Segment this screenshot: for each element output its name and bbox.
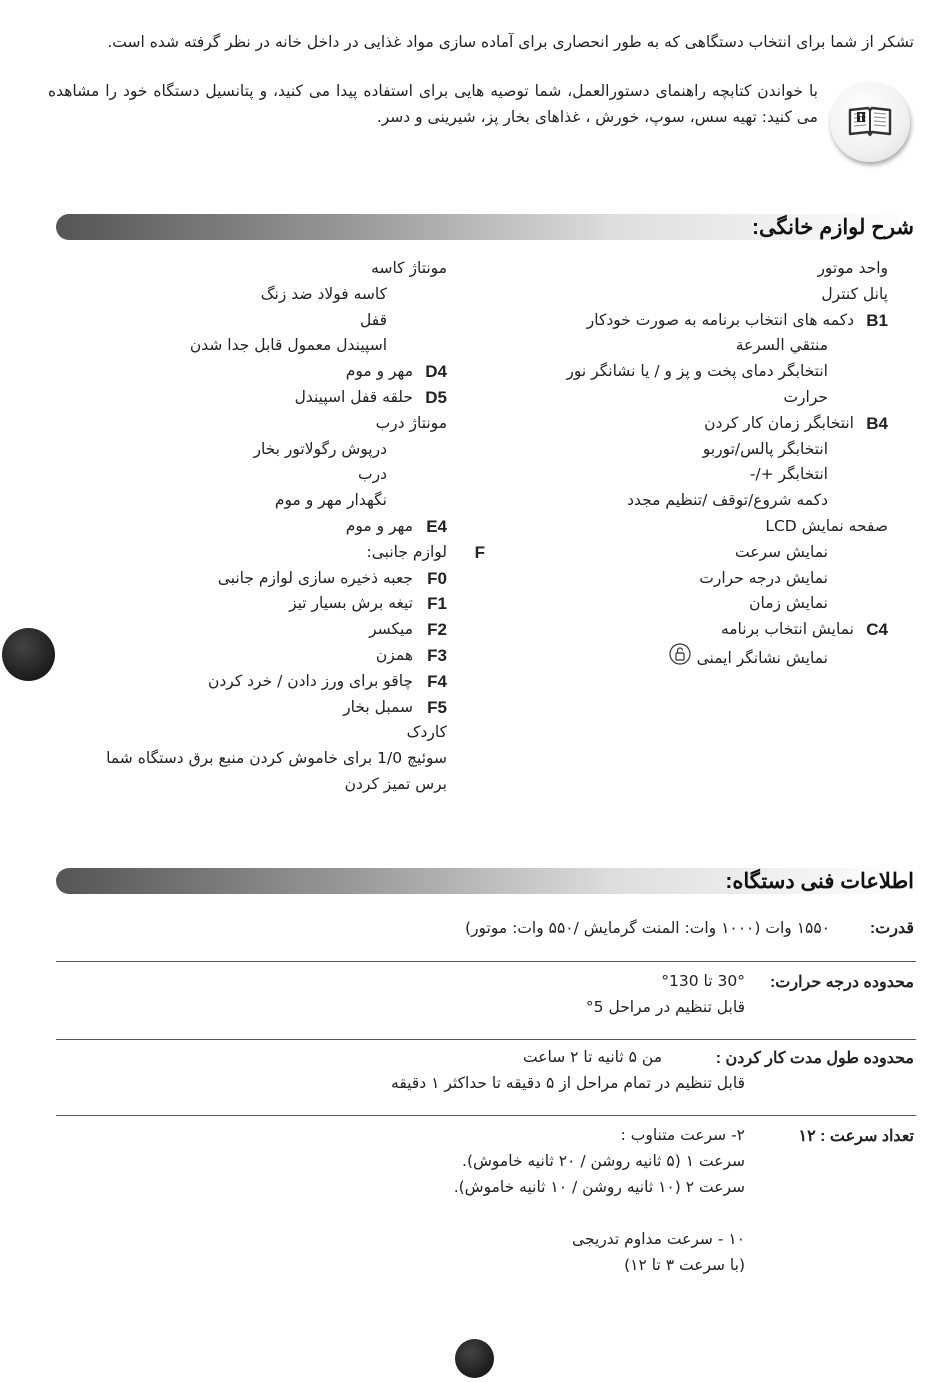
part-item xyxy=(17,256,447,282)
part-label: کاسه فولاد ضد زنگ xyxy=(260,284,387,303)
part-item xyxy=(17,308,447,334)
part-label: نمایش درجه حرارت xyxy=(699,568,828,587)
part-label: تیغه برش بسیار تیز xyxy=(289,594,413,613)
intro-paragraph: تشکر از شما برای انتخاب دستگاهی که به طور انحصاری برای آماده سازی مواد غذایی در داخل خانه در نظر گرفته شده است. xyxy=(107,33,914,51)
divider xyxy=(56,961,916,962)
part-code: F4 xyxy=(427,671,447,691)
part-item xyxy=(17,617,447,643)
speed-line xyxy=(245,1200,745,1226)
part-label: واحد موتور xyxy=(817,259,888,277)
part-label: حلقه قفل اسپیندل xyxy=(294,387,413,406)
part-code: B1 xyxy=(866,310,888,330)
speed-line: ۲- سرعت متناوب : xyxy=(620,1126,745,1144)
part-label: مهر و موم xyxy=(345,362,413,381)
part-item xyxy=(468,643,888,669)
spec-power-value: ۱۵۵۰ وات (۱۰۰۰ وات: المنت گرمایش /۵۵۰ وات: موتور) xyxy=(465,919,830,937)
part-label: صفحه نمایش LCD xyxy=(765,516,888,535)
part-label: اسپیندل معمول قابل جدا شدن xyxy=(189,336,387,355)
part-label: دکمه های انتخاب برنامه به صورت خودکار xyxy=(586,310,854,329)
spec-speeds-label: تعداد سرعت : ۱۲ xyxy=(798,1128,914,1145)
part-item xyxy=(17,282,447,308)
part-item xyxy=(17,695,447,721)
part-label: نمایش زمان xyxy=(749,594,828,613)
part-label: مهر و موم xyxy=(345,516,413,535)
part-item xyxy=(17,720,447,746)
part-code: F2 xyxy=(427,620,447,640)
spec-speeds-details xyxy=(245,1122,745,1278)
part-item xyxy=(17,591,447,617)
part-label: مونتاژ کاسه xyxy=(371,259,447,277)
part-label: میکسر xyxy=(369,620,413,639)
part-item xyxy=(468,385,888,411)
part-label: نمایش انتخاب برنامه xyxy=(720,620,854,639)
part-label: انتخابگر پالس/توربو xyxy=(702,439,828,458)
part-item xyxy=(17,333,447,359)
part-item xyxy=(17,566,447,592)
part-item xyxy=(17,772,447,798)
page-number-marker xyxy=(455,1339,494,1378)
part-code: C4 xyxy=(866,620,888,640)
divider xyxy=(56,1115,916,1116)
part-item xyxy=(468,256,888,282)
part-item xyxy=(468,333,888,359)
part-label: نمایش نشانگر ایمنی xyxy=(669,643,828,674)
part-label: دکمه شروع/توقف /تنظیم مجدد xyxy=(627,491,828,510)
manual-book-icon xyxy=(830,82,910,162)
part-item xyxy=(17,359,447,385)
speed-line: (با سرعت ۳ تا ۱۲) xyxy=(624,1256,745,1274)
part-code: F3 xyxy=(427,645,447,665)
part-item xyxy=(17,643,447,669)
part-code: E4 xyxy=(426,516,447,536)
part-item xyxy=(468,308,888,334)
part-item xyxy=(17,437,447,463)
part-label: انتخابگر دمای پخت و پز و / یا نشانگر نور xyxy=(566,362,828,381)
parts-list-left xyxy=(17,256,485,798)
spec-duration-range: من ۵ ثانیه تا ۲ ساعت xyxy=(523,1048,662,1066)
part-label: درپوش رگولاتور بخار xyxy=(253,439,387,458)
spec-temperature-label: محدوده درجه حرارت: xyxy=(769,974,914,991)
part-item xyxy=(468,566,888,592)
part-item xyxy=(17,385,447,411)
part-code: B4 xyxy=(866,413,888,433)
part-label: نمایش سرعت xyxy=(734,542,828,561)
part-code: F0 xyxy=(427,568,447,588)
part-item xyxy=(17,462,447,488)
spec-duration-label: محدوده طول مدت کار کردن : xyxy=(715,1050,914,1067)
part-label: کاردک xyxy=(406,723,447,742)
side-tab-marker xyxy=(2,628,55,681)
part-item xyxy=(468,282,888,308)
part-label: همزن xyxy=(375,645,413,664)
part-item xyxy=(17,514,447,540)
part-label: درب xyxy=(358,465,387,484)
part-label: انتخابگر زمان کار کردن xyxy=(704,413,854,432)
speed-line: سرعت ۲ (۱۰ ثانیه روشن / ۱۰ ثانیه خاموش). xyxy=(453,1178,745,1196)
part-item xyxy=(17,669,447,695)
part-item xyxy=(468,591,888,617)
part-code: D5 xyxy=(425,387,447,407)
speed-line: سرعت ۱ (۵ ثانیه روشن / ۲۰ ثانیه خاموش). xyxy=(462,1152,745,1170)
part-item xyxy=(468,617,888,643)
part-item xyxy=(468,488,888,514)
part-item xyxy=(17,746,447,772)
part-item xyxy=(17,540,485,566)
part-label: حرارت xyxy=(783,387,828,406)
spec-duration-step: قابل تنظیم در تمام مراحل از ۵ دقیقه تا حداکثر ۱ دقیقه xyxy=(391,1074,745,1092)
parts-list-right xyxy=(468,256,888,669)
part-item xyxy=(468,411,888,437)
part-item xyxy=(17,488,447,514)
speed-line: ۱۰ - سرعت مداوم تدریجی xyxy=(572,1230,745,1248)
part-label: مونتاژ درب xyxy=(375,413,447,432)
spec-temperature-range: 30° تا 130° xyxy=(661,972,745,990)
intro-note: با خواندن کتابچه راهنمای دستورالعمل، شما توصیه هایی برای استفاده پیدا می کنید، و پتانسیل دستگاه خود را مشاهده می کنید: تهیه سس، سوپ، خورش ، غذاهای بخار پز، شیرینی و دسر. xyxy=(48,82,818,126)
part-code: F xyxy=(474,542,485,562)
part-label: قفل xyxy=(360,310,387,329)
part-label: سمبل بخار xyxy=(343,697,413,716)
part-item xyxy=(468,437,888,463)
part-label: نگهدار مهر و موم xyxy=(274,491,387,510)
padlock-icon xyxy=(669,643,691,674)
spec-power-label: قدرت: xyxy=(869,920,914,937)
part-label: لوازم جانبی: xyxy=(366,542,447,561)
part-label: انتخابگر +/- xyxy=(749,465,828,484)
part-item xyxy=(468,514,888,540)
part-code: D4 xyxy=(425,362,447,382)
part-label: پانل کنترل xyxy=(821,284,888,303)
part-code: F1 xyxy=(427,594,447,614)
divider xyxy=(56,1039,916,1040)
section-title-specs: اطلاعات فنی دستگاه: xyxy=(725,870,914,893)
part-label: برس تمیز کردن xyxy=(344,774,447,793)
part-label: سوئیچ 1/0 برای خاموش کردن منبع برق دستگاه شما xyxy=(106,749,447,768)
part-label: منتقي السرعة xyxy=(735,336,828,355)
part-item xyxy=(468,462,888,488)
part-label: جعبه ذخیره سازی لوازم جانبی xyxy=(217,568,413,587)
part-item xyxy=(17,411,447,437)
part-label: چاقو برای ورز دادن / خرد کردن xyxy=(207,671,413,690)
section-title-description: شرح لوازم خانگی: xyxy=(752,216,914,239)
part-item xyxy=(468,359,888,385)
spec-temperature-step: قابل تنظیم در مراحل 5° xyxy=(585,998,745,1016)
part-item xyxy=(468,540,888,566)
part-code: F5 xyxy=(427,697,447,717)
